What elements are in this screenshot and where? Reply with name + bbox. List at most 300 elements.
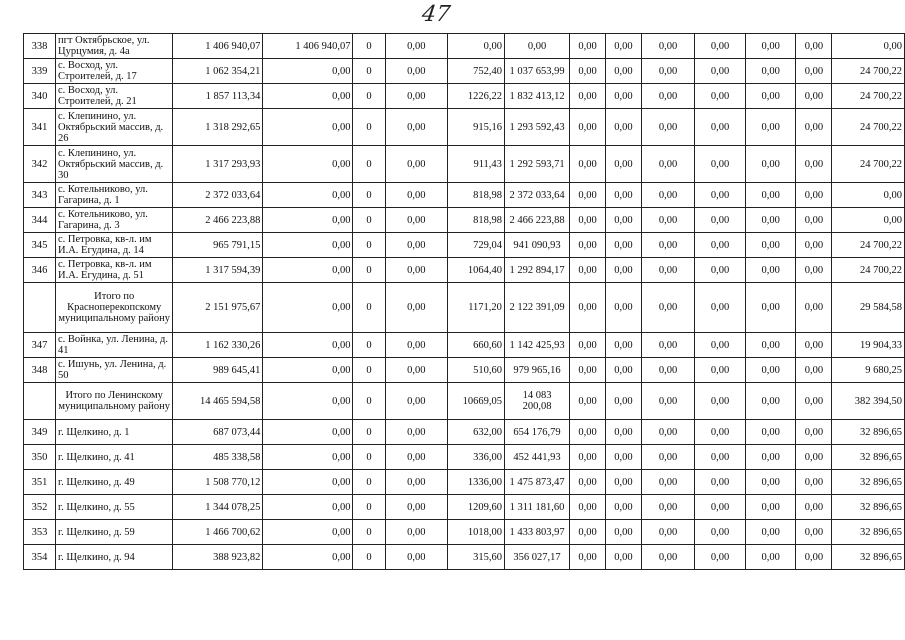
value-cell-c7: 0,00 (570, 420, 606, 445)
row-number: 346 (24, 258, 56, 283)
value-cell-c1: 1 162 330,26 (173, 333, 263, 358)
capital-repair-table (23, 33, 905, 570)
value-cell-c4: 0,00 (385, 383, 448, 420)
value-cell-c11: 0,00 (745, 183, 796, 208)
value-cell-c7: 0,00 (570, 495, 606, 520)
value-cell-c8: 0,00 (606, 258, 642, 283)
value-cell-c12: 0,00 (796, 59, 832, 84)
value-cell-c10: 0,00 (695, 208, 746, 233)
table-row (24, 495, 905, 520)
value-cell-c2: 0,00 (263, 545, 353, 570)
address-cell: г. Щелкино, д. 94 (56, 545, 173, 570)
value-cell-c13: 24 700,22 (832, 233, 905, 258)
value-cell-c8: 0,00 (606, 333, 642, 358)
value-cell-c11: 0,00 (745, 358, 796, 383)
table-row (24, 183, 905, 208)
value-cell-c12: 0,00 (796, 109, 832, 146)
value-cell-c8: 0,00 (606, 208, 642, 233)
value-cell-c12: 0,00 (796, 520, 832, 545)
value-cell-c10: 0,00 (695, 470, 746, 495)
table-row (24, 109, 905, 146)
value-cell-c4: 0,00 (385, 183, 448, 208)
row-number: 340 (24, 84, 56, 109)
value-cell-c8: 0,00 (606, 520, 642, 545)
value-cell-c6: 2 466 223,88 (504, 208, 569, 233)
value-cell-c10: 0,00 (695, 146, 746, 183)
value-cell-c12: 0,00 (796, 283, 832, 333)
value-cell-c5: 1226,22 (448, 84, 505, 109)
row-number: 351 (24, 470, 56, 495)
value-cell-c5: 1336,00 (448, 470, 505, 495)
value-cell-c7: 0,00 (570, 445, 606, 470)
value-cell-c1: 2 372 033,64 (173, 183, 263, 208)
value-cell-c9: 0,00 (641, 545, 694, 570)
address-cell: г. Щелкино, д. 1 (56, 420, 173, 445)
value-cell-c1: 1 857 113,34 (173, 84, 263, 109)
value-cell-c11: 0,00 (745, 383, 796, 420)
value-cell-c6: 1 475 873,47 (504, 470, 569, 495)
value-cell-c5: 752,40 (448, 59, 505, 84)
address-cell: г. Щелкино, д. 59 (56, 520, 173, 545)
value-cell-c13: 32 896,65 (832, 520, 905, 545)
value-cell-c9: 0,00 (641, 208, 694, 233)
value-cell-c4: 0,00 (385, 146, 448, 183)
value-cell-c9: 0,00 (641, 470, 694, 495)
row-number: 338 (24, 34, 56, 59)
value-cell-c7: 0,00 (570, 59, 606, 84)
value-cell-c12: 0,00 (796, 258, 832, 283)
value-cell-c13: 32 896,65 (832, 545, 905, 570)
value-cell-c1: 2 151 975,67 (173, 283, 263, 333)
value-cell-c3: 0 (353, 358, 385, 383)
value-cell-c2: 0,00 (263, 333, 353, 358)
value-cell-c9: 0,00 (641, 84, 694, 109)
value-cell-c7: 0,00 (570, 520, 606, 545)
row-number: 342 (24, 146, 56, 183)
address-cell: с. Ишунь, ул. Ленина, д. 50 (56, 358, 173, 383)
value-cell-c7: 0,00 (570, 470, 606, 495)
value-cell-c5: 510,60 (448, 358, 505, 383)
value-cell-c8: 0,00 (606, 34, 642, 59)
value-cell-c13: 382 394,50 (832, 383, 905, 420)
value-cell-c10: 0,00 (695, 183, 746, 208)
row-number: 344 (24, 208, 56, 233)
value-cell-c4: 0,00 (385, 445, 448, 470)
value-cell-c3: 0 (353, 109, 385, 146)
value-cell-c6: 1 292 593,71 (504, 146, 569, 183)
value-cell-c4: 0,00 (385, 333, 448, 358)
value-cell-c12: 0,00 (796, 470, 832, 495)
value-cell-c1: 1 508 770,12 (173, 470, 263, 495)
value-cell-c6: 979 965,16 (504, 358, 569, 383)
address-cell: с. Войнка, ул. Ленина, д. 41 (56, 333, 173, 358)
value-cell-c1: 687 073,44 (173, 420, 263, 445)
value-cell-c3: 0 (353, 233, 385, 258)
value-cell-c3: 0 (353, 470, 385, 495)
value-cell-c6: 1 292 894,17 (504, 258, 569, 283)
table-row (24, 420, 905, 445)
value-cell-c3: 0 (353, 545, 385, 570)
table-row (24, 233, 905, 258)
value-cell-c10: 0,00 (695, 333, 746, 358)
value-cell-c6: 2 122 391,09 (504, 283, 569, 333)
table-row (24, 59, 905, 84)
value-cell-c13: 19 904,33 (832, 333, 905, 358)
value-cell-c1: 388 923,82 (173, 545, 263, 570)
value-cell-c13: 0,00 (832, 34, 905, 59)
value-cell-c8: 0,00 (606, 183, 642, 208)
value-cell-c6: 452 441,93 (504, 445, 569, 470)
row-number: 345 (24, 233, 56, 258)
value-cell-c2: 0,00 (263, 109, 353, 146)
row-number: 354 (24, 545, 56, 570)
row-number (24, 283, 56, 333)
table-row (24, 258, 905, 283)
value-cell-c7: 0,00 (570, 283, 606, 333)
value-cell-c3: 0 (353, 258, 385, 283)
value-cell-c3: 0 (353, 520, 385, 545)
value-cell-c12: 0,00 (796, 333, 832, 358)
value-cell-c12: 0,00 (796, 358, 832, 383)
value-cell-c12: 0,00 (796, 420, 832, 445)
value-cell-c2: 0,00 (263, 383, 353, 420)
value-cell-c3: 0 (353, 208, 385, 233)
value-cell-c10: 0,00 (695, 59, 746, 84)
row-number: 343 (24, 183, 56, 208)
value-cell-c10: 0,00 (695, 258, 746, 283)
value-cell-c7: 0,00 (570, 84, 606, 109)
value-cell-c3: 0 (353, 420, 385, 445)
value-cell-c3: 0 (353, 495, 385, 520)
value-cell-c10: 0,00 (695, 109, 746, 146)
value-cell-c7: 0,00 (570, 333, 606, 358)
value-cell-c9: 0,00 (641, 420, 694, 445)
value-cell-c11: 0,00 (745, 109, 796, 146)
value-cell-c3: 0 (353, 383, 385, 420)
value-cell-c12: 0,00 (796, 233, 832, 258)
value-cell-c11: 0,00 (745, 208, 796, 233)
value-cell-c7: 0,00 (570, 109, 606, 146)
value-cell-c1: 989 645,41 (173, 358, 263, 383)
value-cell-c2: 0,00 (263, 84, 353, 109)
address-cell: с. Котельниково, ул. Гагарина, д. 1 (56, 183, 173, 208)
row-number (24, 383, 56, 420)
value-cell-c7: 0,00 (570, 208, 606, 233)
value-cell-c12: 0,00 (796, 146, 832, 183)
value-cell-c10: 0,00 (695, 358, 746, 383)
value-cell-c2: 0,00 (263, 445, 353, 470)
value-cell-c4: 0,00 (385, 233, 448, 258)
value-cell-c5: 1064,40 (448, 258, 505, 283)
value-cell-c8: 0,00 (606, 283, 642, 333)
value-cell-c4: 0,00 (385, 84, 448, 109)
value-cell-c8: 0,00 (606, 470, 642, 495)
value-cell-c10: 0,00 (695, 383, 746, 420)
value-cell-c8: 0,00 (606, 383, 642, 420)
value-cell-c8: 0,00 (606, 233, 642, 258)
table-row (24, 520, 905, 545)
value-cell-c7: 0,00 (570, 258, 606, 283)
value-cell-c1: 965 791,15 (173, 233, 263, 258)
table-row (24, 146, 905, 183)
address-cell: Итого по Красноперекопскому муниципальному району (56, 283, 173, 333)
value-cell-c13: 0,00 (832, 208, 905, 233)
value-cell-c4: 0,00 (385, 520, 448, 545)
table-row (24, 545, 905, 570)
table-row (24, 333, 905, 358)
value-cell-c9: 0,00 (641, 183, 694, 208)
value-cell-c5: 911,43 (448, 146, 505, 183)
value-cell-c11: 0,00 (745, 495, 796, 520)
value-cell-c4: 0,00 (385, 34, 448, 59)
value-cell-c1: 1 062 354,21 (173, 59, 263, 84)
value-cell-c3: 0 (353, 146, 385, 183)
value-cell-c6: 1 311 181,60 (504, 495, 569, 520)
value-cell-c1: 1 344 078,25 (173, 495, 263, 520)
value-cell-c6: 1 293 592,43 (504, 109, 569, 146)
value-cell-c9: 0,00 (641, 233, 694, 258)
row-number: 353 (24, 520, 56, 545)
value-cell-c10: 0,00 (695, 34, 746, 59)
value-cell-c2: 0,00 (263, 59, 353, 84)
value-cell-c4: 0,00 (385, 59, 448, 84)
value-cell-c2: 0,00 (263, 233, 353, 258)
value-cell-c9: 0,00 (641, 383, 694, 420)
table-row (24, 208, 905, 233)
value-cell-c9: 0,00 (641, 109, 694, 146)
value-cell-c5: 315,60 (448, 545, 505, 570)
value-cell-c12: 0,00 (796, 183, 832, 208)
value-cell-c5: 915,16 (448, 109, 505, 146)
value-cell-c8: 0,00 (606, 420, 642, 445)
row-number: 347 (24, 333, 56, 358)
value-cell-c2: 0,00 (263, 146, 353, 183)
value-cell-c4: 0,00 (385, 208, 448, 233)
value-cell-c4: 0,00 (385, 545, 448, 570)
value-cell-c5: 1209,60 (448, 495, 505, 520)
value-cell-c5: 818,98 (448, 208, 505, 233)
value-cell-c8: 0,00 (606, 495, 642, 520)
value-cell-c6: 0,00 (504, 34, 569, 59)
value-cell-c1: 1 317 293,93 (173, 146, 263, 183)
value-cell-c4: 0,00 (385, 420, 448, 445)
value-cell-c1: 14 465 594,58 (173, 383, 263, 420)
value-cell-c6: 356 027,17 (504, 545, 569, 570)
value-cell-c5: 336,00 (448, 445, 505, 470)
address-cell: с. Клепинино, ул. Октябрьский массив, д. 26 (56, 109, 173, 146)
table-row (24, 34, 905, 59)
value-cell-c4: 0,00 (385, 258, 448, 283)
value-cell-c7: 0,00 (570, 233, 606, 258)
address-cell: с. Восход, ул. Строителей, д. 17 (56, 59, 173, 84)
value-cell-c5: 729,04 (448, 233, 505, 258)
value-cell-c7: 0,00 (570, 545, 606, 570)
row-number: 352 (24, 495, 56, 520)
value-cell-c5: 1018,00 (448, 520, 505, 545)
value-cell-c4: 0,00 (385, 358, 448, 383)
value-cell-c8: 0,00 (606, 358, 642, 383)
value-cell-c8: 0,00 (606, 109, 642, 146)
value-cell-c11: 0,00 (745, 258, 796, 283)
value-cell-c6: 1 037 653,99 (504, 59, 569, 84)
value-cell-c1: 2 466 223,88 (173, 208, 263, 233)
value-cell-c5: 0,00 (448, 34, 505, 59)
value-cell-c7: 0,00 (570, 183, 606, 208)
address-cell: Итого по Ленинскому муниципальному району (56, 383, 173, 420)
value-cell-c12: 0,00 (796, 34, 832, 59)
value-cell-c12: 0,00 (796, 383, 832, 420)
value-cell-c5: 10669,05 (448, 383, 505, 420)
value-cell-c2: 0,00 (263, 520, 353, 545)
row-number: 349 (24, 420, 56, 445)
value-cell-c11: 0,00 (745, 520, 796, 545)
value-cell-c9: 0,00 (641, 520, 694, 545)
value-cell-c9: 0,00 (641, 333, 694, 358)
value-cell-c12: 0,00 (796, 545, 832, 570)
value-cell-c13: 24 700,22 (832, 59, 905, 84)
value-cell-c5: 660,60 (448, 333, 505, 358)
subtotal-row (24, 383, 905, 420)
value-cell-c9: 0,00 (641, 146, 694, 183)
value-cell-c11: 0,00 (745, 333, 796, 358)
value-cell-c3: 0 (353, 445, 385, 470)
value-cell-c13: 32 896,65 (832, 470, 905, 495)
value-cell-c2: 0,00 (263, 358, 353, 383)
value-cell-c7: 0,00 (570, 34, 606, 59)
value-cell-c6: 941 090,93 (504, 233, 569, 258)
value-cell-c12: 0,00 (796, 495, 832, 520)
address-cell: г. Щелкино, д. 55 (56, 495, 173, 520)
subtotal-row (24, 283, 905, 333)
value-cell-c6: 1 832 413,12 (504, 84, 569, 109)
value-cell-c2: 0,00 (263, 183, 353, 208)
value-cell-c6: 1 142 425,93 (504, 333, 569, 358)
value-cell-c4: 0,00 (385, 109, 448, 146)
value-cell-c8: 0,00 (606, 545, 642, 570)
value-cell-c6: 1 433 803,97 (504, 520, 569, 545)
value-cell-c12: 0,00 (796, 208, 832, 233)
value-cell-c6: 2 372 033,64 (504, 183, 569, 208)
value-cell-c8: 0,00 (606, 445, 642, 470)
value-cell-c10: 0,00 (695, 84, 746, 109)
value-cell-c7: 0,00 (570, 358, 606, 383)
value-cell-c10: 0,00 (695, 445, 746, 470)
value-cell-c2: 0,00 (263, 208, 353, 233)
value-cell-c10: 0,00 (695, 420, 746, 445)
value-cell-c3: 0 (353, 34, 385, 59)
value-cell-c13: 9 680,25 (832, 358, 905, 383)
address-cell: г. Щелкино, д. 41 (56, 445, 173, 470)
page-number: 47 (420, 2, 452, 27)
value-cell-c2: 1 406 940,07 (263, 34, 353, 59)
row-number: 341 (24, 109, 56, 146)
value-cell-c4: 0,00 (385, 495, 448, 520)
value-cell-c9: 0,00 (641, 283, 694, 333)
value-cell-c3: 0 (353, 183, 385, 208)
value-cell-c13: 32 896,65 (832, 420, 905, 445)
value-cell-c5: 818,98 (448, 183, 505, 208)
value-cell-c1: 1 406 940,07 (173, 34, 263, 59)
table-row (24, 358, 905, 383)
value-cell-c1: 485 338,58 (173, 445, 263, 470)
value-cell-c9: 0,00 (641, 495, 694, 520)
value-cell-c3: 0 (353, 84, 385, 109)
value-cell-c13: 0,00 (832, 183, 905, 208)
value-cell-c9: 0,00 (641, 258, 694, 283)
value-cell-c10: 0,00 (695, 520, 746, 545)
value-cell-c2: 0,00 (263, 495, 353, 520)
value-cell-c1: 1 466 700,62 (173, 520, 263, 545)
value-cell-c2: 0,00 (263, 258, 353, 283)
value-cell-c3: 0 (353, 283, 385, 333)
address-cell: г. Щелкино, д. 49 (56, 470, 173, 495)
value-cell-c12: 0,00 (796, 84, 832, 109)
value-cell-c7: 0,00 (570, 383, 606, 420)
value-cell-c13: 24 700,22 (832, 109, 905, 146)
value-cell-c10: 0,00 (695, 233, 746, 258)
value-cell-c13: 24 700,22 (832, 258, 905, 283)
value-cell-c11: 0,00 (745, 34, 796, 59)
value-cell-c8: 0,00 (606, 146, 642, 183)
value-cell-c11: 0,00 (745, 445, 796, 470)
value-cell-c1: 1 317 594,39 (173, 258, 263, 283)
value-cell-c9: 0,00 (641, 59, 694, 84)
value-cell-c12: 0,00 (796, 445, 832, 470)
value-cell-c5: 1171,20 (448, 283, 505, 333)
value-cell-c4: 0,00 (385, 470, 448, 495)
value-cell-c9: 0,00 (641, 34, 694, 59)
value-cell-c9: 0,00 (641, 358, 694, 383)
value-cell-c8: 0,00 (606, 59, 642, 84)
value-cell-c6: 654 176,79 (504, 420, 569, 445)
value-cell-c3: 0 (353, 59, 385, 84)
value-cell-c11: 0,00 (745, 545, 796, 570)
address-cell: с. Петровка, кв-л. им И.А. Егудина, д. 51 (56, 258, 173, 283)
value-cell-c7: 0,00 (570, 146, 606, 183)
address-cell: с. Клепинино, ул. Октябрьский массив, д. 30 (56, 146, 173, 183)
address-cell: с. Петровка, кв-л. им И.А. Егудина, д. 14 (56, 233, 173, 258)
value-cell-c11: 0,00 (745, 84, 796, 109)
value-cell-c11: 0,00 (745, 283, 796, 333)
value-cell-c11: 0,00 (745, 146, 796, 183)
value-cell-c11: 0,00 (745, 420, 796, 445)
value-cell-c9: 0,00 (641, 445, 694, 470)
value-cell-c10: 0,00 (695, 495, 746, 520)
table-row (24, 445, 905, 470)
value-cell-c6: 14 083 200,08 (504, 383, 569, 420)
table-row (24, 470, 905, 495)
address-cell: пгт Октябрьское, ул. Цурцумия, д. 4а (56, 34, 173, 59)
value-cell-c13: 24 700,22 (832, 146, 905, 183)
row-number: 350 (24, 445, 56, 470)
value-cell-c11: 0,00 (745, 470, 796, 495)
value-cell-c3: 0 (353, 333, 385, 358)
value-cell-c8: 0,00 (606, 84, 642, 109)
value-cell-c11: 0,00 (745, 59, 796, 84)
address-cell: с. Восход, ул. Строителей, д. 21 (56, 84, 173, 109)
value-cell-c1: 1 318 292,65 (173, 109, 263, 146)
value-cell-c13: 29 584,58 (832, 283, 905, 333)
row-number: 339 (24, 59, 56, 84)
value-cell-c13: 32 896,65 (832, 445, 905, 470)
row-number: 348 (24, 358, 56, 383)
value-cell-c4: 0,00 (385, 283, 448, 333)
address-cell: с. Котельниково, ул. Гагарина, д. 3 (56, 208, 173, 233)
value-cell-c2: 0,00 (263, 420, 353, 445)
value-cell-c2: 0,00 (263, 283, 353, 333)
value-cell-c13: 24 700,22 (832, 84, 905, 109)
table-row (24, 84, 905, 109)
